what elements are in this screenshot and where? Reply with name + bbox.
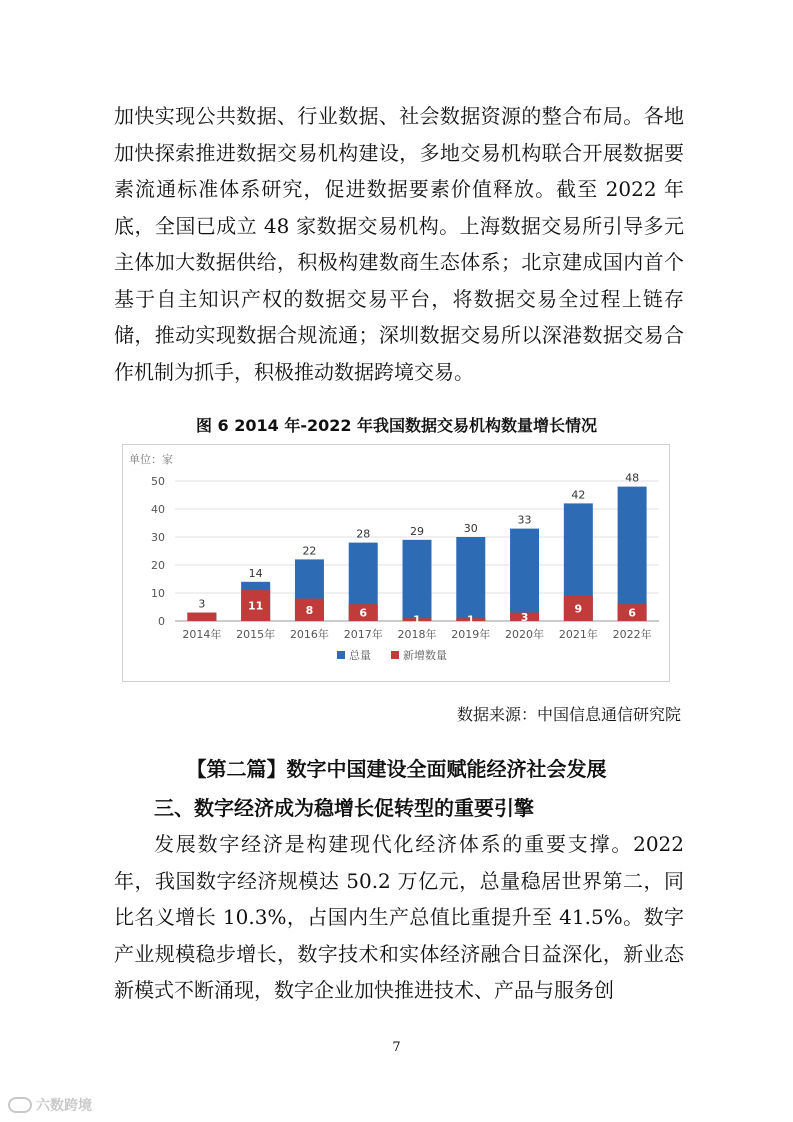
- new-value-label: 1: [413, 613, 421, 627]
- bar-total: [618, 487, 647, 621]
- total-value-label: 42: [571, 488, 586, 502]
- figure-caption: 图 6 2014 年-2022 年我国数据交易机构数量增长情况: [195, 416, 598, 435]
- body-paragraph-1: 加快实现公共数据、行业数据、社会数据资源的整合布局。各地加快探索推进数据交易机构建设，多地交易机构联合开展数据要素流通标准体系研究，促进数据要素价值释放。截至 2022 年底，全国已成立 48 家数据交易机构。上海数据交易所引导多元主体加大数据供给，积极构建数商生态体系；北京建成国内首个基于自主知识产权的数据交易平台，将数据交易全过程上链存储，推动实现数据合规流通；深圳数据交易所以深港数据交易合作机制为抓手，积极推动数据跨境交易。: [114, 104, 684, 384]
- x-tick-label: 2020年: [505, 628, 545, 641]
- chart-svg: [123, 445, 669, 681]
- x-tick-label: 2022年: [612, 628, 652, 641]
- x-tick-label: 2017年: [343, 628, 383, 641]
- y-tick-label: 0: [158, 615, 165, 628]
- x-tick-label: 2019年: [451, 628, 491, 641]
- total-value-label: 48: [625, 471, 640, 485]
- y-tick-label: 10: [151, 587, 165, 600]
- body-paragraph-2: 发展数字经济是构建现代化经济体系的重要支撑。2022 年，我国数字经济规模达 50.2 万亿元，总量稳居世界第二，同比名义增长 10.3%，占国内生产总值比重提升至 41.5%。数字产业规模稳步增长，数字技术和实体经济融合日益深化，新业态新模式不断涌现，数字企业加快推进技术、产品与服务创: [114, 832, 684, 1002]
- watermark: [8, 1095, 92, 1115]
- x-tick-label: 2014年: [182, 628, 222, 641]
- y-tick-label: 40: [151, 503, 165, 516]
- legend-label: 总量: [349, 649, 371, 662]
- total-value-label: 33: [517, 513, 532, 527]
- new-value-label: 8: [305, 603, 314, 617]
- new-value-label: 6: [359, 606, 368, 620]
- x-tick-label: 2018年: [397, 628, 437, 641]
- legend-label: 新增数量: [403, 649, 447, 662]
- total-value-label: 28: [356, 527, 371, 541]
- bar-total: [456, 537, 485, 621]
- total-value-label: 3: [198, 597, 206, 611]
- legend-swatch: [391, 651, 399, 659]
- total-value-label: 14: [248, 566, 263, 580]
- watermark-logo-icon: [8, 1097, 32, 1113]
- bar-total: [510, 529, 539, 621]
- bar-total: [403, 540, 432, 621]
- page-number: 7: [392, 1040, 401, 1055]
- new-value-label: 3: [520, 610, 529, 624]
- total-value-label: 30: [463, 522, 478, 535]
- y-tick-label: 20: [151, 559, 165, 572]
- new-value-label: 11: [248, 599, 264, 613]
- total-value-label: 22: [302, 544, 317, 558]
- legend-swatch: [337, 651, 345, 659]
- data-source: 数据来源：中国信息通信研究院: [456, 705, 681, 724]
- watermark-text: 六数跨境: [36, 1098, 92, 1114]
- subsection-title: 三、数字经济成为稳增长促转型的重要引擎: [154, 796, 534, 820]
- total-value-label: 29: [410, 524, 424, 538]
- y-tick-label: 30: [151, 531, 165, 544]
- new-value-label: 6: [628, 606, 636, 620]
- x-tick-label: 2021年: [558, 628, 598, 641]
- new-value-label: 9: [574, 602, 583, 616]
- x-tick-label: 2016年: [289, 628, 329, 641]
- section-title: 【第二篇】数字中国建设全面赋能经济社会发展: [186, 757, 607, 781]
- unit-label: 单位：家: [129, 453, 173, 466]
- bar-new: [187, 613, 216, 621]
- y-tick-label: 50: [151, 475, 165, 488]
- bar-chart: [122, 444, 670, 682]
- new-value-label: 1: [466, 613, 475, 627]
- x-tick-label: 2015年: [236, 628, 276, 641]
